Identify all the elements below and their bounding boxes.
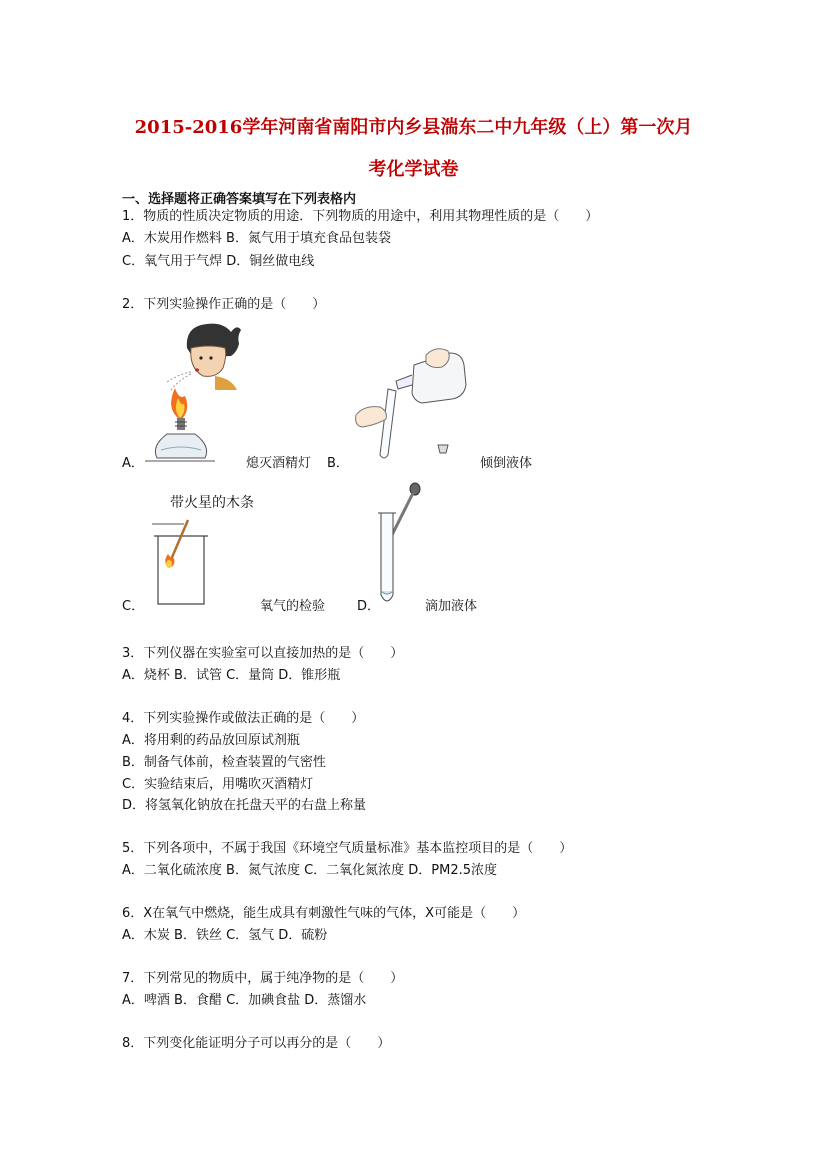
q2-option-c-caption: 带火星的木条 [170,495,254,511]
q1-options-ab: A．木炭用作燃料 B．氮气用于填充食品包装袋 [122,231,391,246]
section-heading: 一、选择题将正确答案填写在下列表格内 [122,192,357,207]
q8-stem: 8．下列变化能证明分子可以再分的是（ ） [122,1036,391,1051]
q6-stem: 6．X在氧气中燃烧，能生成具有刺激性气味的气体，X可能是（ ） [122,906,526,921]
q3-options: A．烧杯 B．试管 C．量筒 D．锥形瓶 [122,668,341,683]
q4-option-d: D．将氢氧化钠放在托盘天平的右盘上称量 [122,798,367,813]
exam-title-line-2: 考化学试卷 [368,159,459,180]
q5-options: A．二氧化硫浓度 B．氮气浓度 C．二氧化氮浓度 D．PM2.5浓度 [122,863,498,878]
q1-options-cd: C．氧气用于气焊 D．铜丝做电线 [122,254,315,269]
q2-option-a-label: A． [122,456,144,471]
q4-stem: 4．下列实验操作或做法正确的是（ ） [122,711,365,726]
image-pouring-liquid [352,345,472,465]
q4-option-b: B．制备气体前，检查装置的气密性 [122,755,326,770]
q7-options: A．啤酒 B．食醋 C．加碘食盐 D．蒸馏水 [122,993,367,1008]
exam-title-line-1: 2015-2016学年河南省南阳市内乡县湍东二中九年级（上）第一次月 [134,117,693,138]
q2-option-b-text: 倾倒液体 [480,456,533,471]
q4-option-a: A．将用剩的药品放回原试剂瓶 [122,733,300,748]
q2-stem: 2．下列实验操作正确的是（ ） [122,297,326,312]
q3-stem: 3．下列仪器在实验室可以直接加热的是（ ） [122,646,404,661]
q7-stem: 7．下列常见的物质中，属于纯净物的是（ ） [122,971,404,986]
q5-stem: 5．下列各项中，不属于我国《环境空气质量标准》基本监控项目的是（ ） [122,841,573,856]
q2-option-d-label: D． [357,599,381,614]
image-oxygen-test-bottle [148,516,210,608]
q4-option-c: C．实验结束后，用嘴吹灭酒精灯 [122,777,314,792]
q2-option-b-label: B． [327,456,349,471]
q2-option-c-label: C． [122,599,145,614]
q2-option-a-text: 熄灭酒精灯 [246,456,312,471]
image-dropping-liquid [375,483,425,611]
image-blowing-out-alcohol-lamp [145,318,245,466]
q2-option-c-text: 氧气的检验 [260,599,326,614]
q6-options: A．木炭 B．铁丝 C．氢气 D．硫粉 [122,928,328,943]
q2-option-d-text: 滴加液体 [425,599,478,614]
q1-stem: 1．物质的性质决定物质的用途．下列物质的用途中，利用其物理性质的是（ ） [122,209,599,224]
